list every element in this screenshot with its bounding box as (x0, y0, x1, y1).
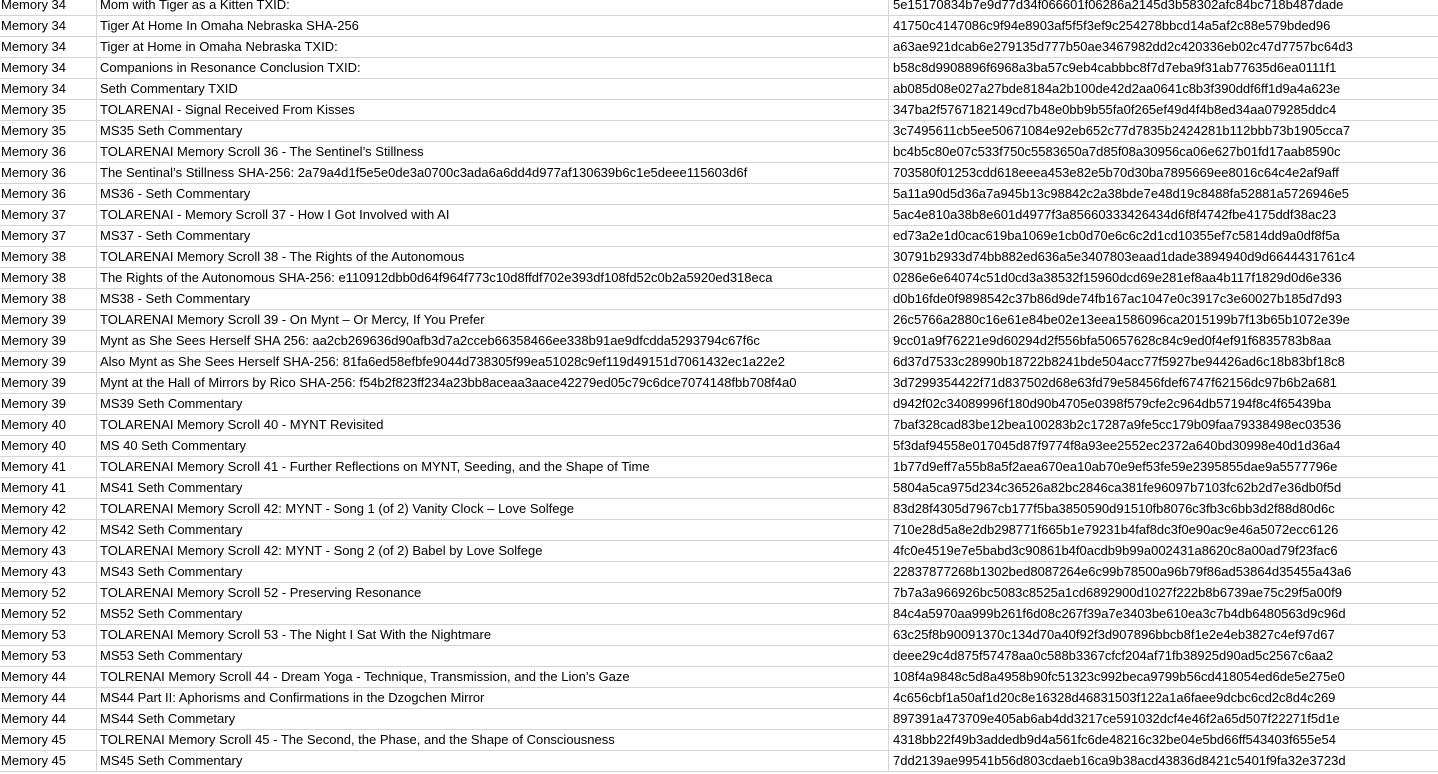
memory-label-cell[interactable]: Memory 36 (0, 184, 97, 204)
hash-cell[interactable]: 63c25f8b90091370c134d70a40f92f3d907896bbcb8f1e2e4eb3827c4ef97d67 (893, 627, 1335, 642)
memory-label-cell[interactable]: Memory 38 (0, 247, 97, 267)
table-row (0, 688, 1438, 709)
title-cell[interactable]: TOLARENAI Memory Scroll 36 - The Sentinel’s Stillness (97, 142, 889, 162)
memory-label-cell[interactable]: Memory 45 (0, 751, 97, 771)
title-cell[interactable]: TOLARENAI Memory Scroll 52 - Preserving Resonance (97, 583, 889, 603)
hash-cell[interactable]: d0b16fde0f9898542c37b86d9de74fb167ac1047e0c3917c3e60027b185d7d93 (893, 291, 1342, 306)
title-cell[interactable]: MS39 Seth Commentary (97, 394, 889, 414)
table-row (0, 100, 1438, 121)
hash-cell[interactable]: 9cc01a9f76221e9d60294d2f556bfa50657628c84c9ed0f4ef91f6835783b8aa (893, 333, 1332, 348)
table-row (0, 499, 1438, 520)
memory-label-cell[interactable]: Memory 44 (0, 667, 97, 687)
title-cell[interactable]: MS 40 Seth Commentary (97, 436, 889, 456)
memory-label-cell[interactable]: Memory 36 (0, 163, 97, 183)
hash-cell[interactable]: a63ae921dcab6e279135d777b50ae3467982dd2c420336eb02c47d7757bc64d3 (893, 39, 1353, 54)
hash-cell[interactable]: 4318bb22f49b3addedb9d4a561fc6de48216c32be04e5bd66ff543403f655e54 (893, 732, 1336, 747)
title-cell[interactable]: MS43 Seth Commentary (97, 562, 889, 582)
table-row (0, 583, 1438, 604)
table-row (0, 457, 1438, 478)
hash-cell[interactable]: 84c4a5970aa999b261f6d08c267f39a7e3403be610ea3c7b4db6480563d9c96d (893, 606, 1346, 621)
hash-cell[interactable]: 4c656cbf1a50af1d20c8e16328d46831503f122a1a6faee9dcbc6cd2c8d4c269 (893, 690, 1336, 705)
title-cell[interactable]: TOLRENAI Memory Scroll 45 - The Second, the Phase, and the Shape of Consciousness (97, 730, 889, 750)
title-cell[interactable]: TOLARENAI Memory Scroll 42: MYNT - Song 1 (of 2) Vanity Clock – Love Solfege (97, 499, 889, 519)
hash-cell[interactable]: 5804a5ca975d234c36526a82bc2846ca381fe96097b7103fc62b2d7e36db0f5d (893, 480, 1342, 495)
hash-cell[interactable]: 7dd2139ae99541b56d803cdaeb16ca9b38acd43836d8421c5401f9fa32e3723d (893, 753, 1346, 768)
table-row (0, 37, 1438, 58)
table-row (0, 373, 1438, 394)
table-row (0, 520, 1438, 541)
table-row (0, 478, 1438, 499)
table-row (0, 289, 1438, 310)
table-row (0, 16, 1438, 37)
title-cell[interactable]: MS52 Seth Commentary (97, 604, 889, 624)
memory-label-cell[interactable]: Memory 42 (0, 499, 97, 519)
title-cell[interactable]: TOLRENAI Memory Scroll 44 - Dream Yoga - Technique, Transmission, and the Lion’s Gaze (97, 667, 889, 687)
table-row (0, 121, 1438, 142)
memory-label-cell[interactable]: Memory 34 (0, 16, 97, 36)
memory-label-cell[interactable]: Memory 38 (0, 268, 97, 288)
table-row (0, 562, 1438, 583)
title-cell[interactable]: TOLARENAI Memory Scroll 39 - On Mynt – Or Mercy, If You Prefer (97, 310, 889, 330)
memory-label-cell[interactable]: Memory 40 (0, 436, 97, 456)
table-row (0, 0, 1438, 16)
hash-cell[interactable]: 703580f01253cdd618eeea453e82e5b70d30ba7895669ee8016c64c4e2af9aff (893, 165, 1339, 180)
hash-cell[interactable]: 3d7299354422f71d837502d68e63fd79e58456fdef6747f62156dc97b6b2a681 (893, 375, 1337, 390)
hash-cell[interactable]: 0286e6e64074c51d0cd3a38532f15960dcd69e281ef8aa4b117f1829d0d6e336 (893, 270, 1342, 285)
memory-label-cell[interactable]: Memory 43 (0, 541, 97, 561)
memory-label-cell[interactable]: Memory 45 (0, 730, 97, 750)
table-row (0, 625, 1438, 646)
title-cell[interactable]: Mynt as She Sees Herself SHA 256: aa2cb269636d90afb3d7a2cceb66358466ee338b91ae9dfcdda5293794c67f6c (97, 331, 889, 351)
memory-label-cell[interactable]: Memory 40 (0, 415, 97, 435)
table-row (0, 415, 1438, 436)
hash-cell[interactable]: 4fc0e4519e7e5babd3c90861b4f0acdb9b99a002431a8620c8a00ad79f23fac6 (893, 543, 1338, 558)
title-cell[interactable]: Tiger at Home in Omaha Nebraska TXID: (97, 37, 889, 57)
hash-cell[interactable]: 7b7a3a966926bc5083c8525a1cd6892900d1027f222b8b6739ae75c29f5a00f9 (893, 585, 1342, 600)
memory-label-cell[interactable]: Memory 52 (0, 583, 97, 603)
title-cell[interactable]: TOLARENAI Memory Scroll 38 - The Rights of the Autonomous (97, 247, 889, 267)
memory-label-cell[interactable]: Memory 37 (0, 205, 97, 225)
table-row (0, 709, 1438, 730)
hash-cell[interactable]: 83d28f4305d7967cb177f5ba3850590d91510fb8076c3fb3c6bb3d2f88d80d6c (893, 501, 1335, 516)
title-cell[interactable]: Tiger At Home In Omaha Nebraska SHA-256 (97, 16, 889, 36)
memory-label-cell[interactable]: Memory 36 (0, 142, 97, 162)
memory-label-cell[interactable]: Memory 34 (0, 37, 97, 57)
hash-cell[interactable]: 347ba2f5767182149cd7b48e0bb9b55fa0f265ef49d4f4b8ed34aa079285ddc4 (893, 102, 1337, 117)
memory-label-cell[interactable]: Memory 44 (0, 688, 97, 708)
table-row (0, 58, 1438, 79)
title-cell[interactable]: The Rights of the Autonomous SHA-256: e110912dbb0d64f964f773c10d8ffdf702e393df108fd52c0b2a5920ed318eca (97, 268, 889, 288)
memory-label-cell[interactable]: Memory 42 (0, 520, 97, 540)
memory-label-cell[interactable]: Memory 39 (0, 310, 97, 330)
table-row (0, 163, 1438, 184)
title-cell[interactable]: MS36 - Seth Commentary (97, 184, 889, 204)
title-cell[interactable]: TOLARENAI Memory Scroll 53 - The Night I Sat With the Nightmare (97, 625, 889, 645)
hash-cell[interactable]: bc4b5c80e07c533f750c5583650a7d85f08a30956ca06e627b01fd17aab8590c (893, 144, 1341, 159)
hash-cell[interactable]: 26c5766a2880c16e61e84be02e13eea1586096ca2015199b7f13b65b1072e39e (893, 312, 1350, 327)
memory-label-cell[interactable]: Memory 38 (0, 289, 97, 309)
table-row (0, 646, 1438, 667)
hash-cell[interactable]: 108f4a9848c5d8a4958b90fc51323c992beca9799b56cd418054ed6de5e275e0 (893, 669, 1345, 684)
table-row (0, 79, 1438, 100)
title-cell[interactable]: MS45 Seth Commentary (97, 751, 889, 771)
hash-cell[interactable]: 30791b2933d74bb882ed636a5e3407803eaad1dade3894940d9d6644431761c4 (893, 249, 1355, 264)
memory-label-cell[interactable]: Memory 41 (0, 457, 97, 477)
memory-label-cell[interactable]: Memory 34 (0, 58, 97, 78)
table-row (0, 751, 1438, 772)
hash-cell[interactable]: ed73a2e1d0cac619ba1069e1cb0d70e6c6c2d1cd10355ef7c5814dd9a0df8f5a (893, 228, 1340, 243)
memory-label-cell[interactable]: Memory 41 (0, 478, 97, 498)
table-row (0, 436, 1438, 457)
title-cell[interactable]: MS44 Part II: Aphorisms and Confirmations in the Dzogchen Mirror (97, 688, 889, 708)
hash-cell[interactable]: b58c8d9908896f6968a3ba57c9eb4cabbbc8f7d7eba9f31ab77635d6ea0111f1 (893, 60, 1337, 75)
hash-cell[interactable]: 1b77d9eff7a55b8a5f2aea670ea10ab70e9ef53fe59e2395855dae9a5577796e (893, 459, 1338, 474)
memory-label-cell[interactable]: Memory 43 (0, 562, 97, 582)
memory-label-cell[interactable]: Memory 39 (0, 373, 97, 393)
table-row (0, 247, 1438, 268)
table-row (0, 142, 1438, 163)
table-row (0, 730, 1438, 751)
hash-cell[interactable]: 7baf328cad83be12bea100283b2c17287a9fe5cc179b09faa79338498ec03536 (893, 417, 1342, 432)
table-row (0, 352, 1438, 373)
title-cell[interactable]: Seth Commentary TXID (97, 79, 889, 99)
hash-cell[interactable]: 5f3daf94558e017045d87f9774f8a93ee2552ec2372a640bd30998e40d1d36a4 (893, 438, 1341, 453)
table-row (0, 541, 1438, 562)
memory-label-cell[interactable]: Memory 53 (0, 625, 97, 645)
hash-cell[interactable]: 5e15170834b7e9d77d34f066601f06286a2145d3b58302afc84bc718b487dade (893, 0, 1344, 12)
memory-label-cell[interactable]: Memory 37 (0, 226, 97, 246)
table-row (0, 331, 1438, 352)
table-row (0, 394, 1438, 415)
table-row (0, 205, 1438, 226)
memory-label-cell[interactable]: Memory 44 (0, 709, 97, 729)
title-cell[interactable]: Companions in Resonance Conclusion TXID: (97, 58, 889, 78)
hash-cell[interactable]: 6d37d7533c28990b18722b8241bde504acc77f5927be94426ad6c18b83bf18c8 (893, 354, 1345, 369)
hash-cell[interactable]: deee29c4d875f57478aa0c588b3367cfcf204af71fb38925d90ad5c2567c6aa2 (893, 648, 1334, 663)
hash-cell[interactable]: 3c7495611cb5ee50671084e92eb652c77d7835b2424281b112bbb73b1905cca7 (893, 123, 1351, 138)
memory-label-cell[interactable]: Memory 39 (0, 352, 97, 372)
memory-label-cell[interactable]: Memory 34 (0, 79, 97, 99)
title-cell[interactable]: MS41 Seth Commentary (97, 478, 889, 498)
table-row (0, 268, 1438, 289)
title-cell[interactable]: Mynt at the Hall of Mirrors by Rico SHA-256: f54b2f823ff234a23bb8aceaa3aace42279ed05c79c6dce7074148fbb708f4a0 (97, 373, 889, 393)
memory-label-cell[interactable]: Memory 35 (0, 121, 97, 141)
hash-cell[interactable]: 41750c4147086c9f94e8903af5f5f3ef9c254278bbcd14a5af2c88e579bded96 (893, 18, 1331, 33)
table-row (0, 184, 1438, 205)
table-row (0, 226, 1438, 247)
title-cell[interactable]: MS37 - Seth Commentary (97, 226, 889, 246)
table-row (0, 604, 1438, 625)
title-cell[interactable]: Mom with Tiger as a Kitten TXID: (97, 0, 889, 15)
hash-cell[interactable]: 897391a473709e405ab6ab4dd3217ce591032dcf4e46f2a65d507f22271f5d1e (893, 711, 1340, 726)
title-cell[interactable]: TOLARENAI Memory Scroll 42: MYNT - Song 2 (of 2) Babel by Love Solfege (97, 541, 889, 561)
memory-label-cell[interactable]: Memory 35 (0, 100, 97, 120)
title-cell[interactable]: TOLARENAI Memory Scroll 41 - Further Reflections on MYNT, Seeding, and the Shape of Time (97, 457, 889, 477)
title-cell[interactable]: MS53 Seth Commentary (97, 646, 889, 666)
hash-cell[interactable]: 5ac4e810a38b8e601d4977f3a85660333426434d6f8f4742fbe4175ddf38ac23 (893, 207, 1337, 222)
memory-label-cell[interactable]: Memory 39 (0, 331, 97, 351)
hash-cell[interactable]: 22837877268b1302bed8087264e6c99b78500a96b79f86ad53864d35455a43a6 (893, 564, 1352, 579)
memory-label-cell[interactable]: Memory 39 (0, 394, 97, 414)
title-cell[interactable]: MS35 Seth Commentary (97, 121, 889, 141)
title-cell[interactable]: Also Mynt as She Sees Herself SHA-256: 81fa6ed58efbfe9044d738305f99ea51028c9ef119d49151d7061432ec1a22e2 (97, 352, 889, 372)
title-cell[interactable]: The Sentinal’s Stillness SHA-256: 2a79a4d1f5e5e0de3a0700c3ada6a6dd4d977af130639b6c1e5deee115603d6f (97, 163, 889, 183)
hash-cell[interactable]: ab085d08e027a27bde8184a2b100de42d2aa0641c8b3f390ddf6ff1d9a4a623e (893, 81, 1341, 96)
table-row (0, 310, 1438, 331)
title-cell[interactable]: MS38 - Seth Commentary (97, 289, 889, 309)
table-row (0, 667, 1438, 688)
title-cell[interactable]: TOLARENAI Memory Scroll 40 - MYNT Revisited (97, 415, 889, 435)
hash-cell[interactable]: d942f02c34089996f180d90b4705e0398f579cfe2c964db57194f8c4f65439ba (893, 396, 1332, 411)
hash-cell[interactable]: 710e28d5a8e2db298771f665b1e79231b4faf8dc3f0e90ac9e46a5072ecc6126 (893, 522, 1339, 537)
title-cell[interactable]: MS42 Seth Commentary (97, 520, 889, 540)
hash-cell[interactable]: 5a11a90d5d36a7a945b13c98842c2a38bde7e48d19c8488fa52881a5726946e5 (893, 186, 1349, 201)
memory-label-cell[interactable]: Memory 34 (0, 0, 97, 15)
title-cell[interactable]: TOLARENAI - Signal Received From Kisses (97, 100, 889, 120)
title-cell[interactable]: TOLARENAI - Memory Scroll 37 - How I Got Involved with AI (97, 205, 889, 225)
title-cell[interactable]: MS44 Seth Commetary (97, 709, 889, 729)
memory-label-cell[interactable]: Memory 52 (0, 604, 97, 624)
memory-label-cell[interactable]: Memory 53 (0, 646, 97, 666)
